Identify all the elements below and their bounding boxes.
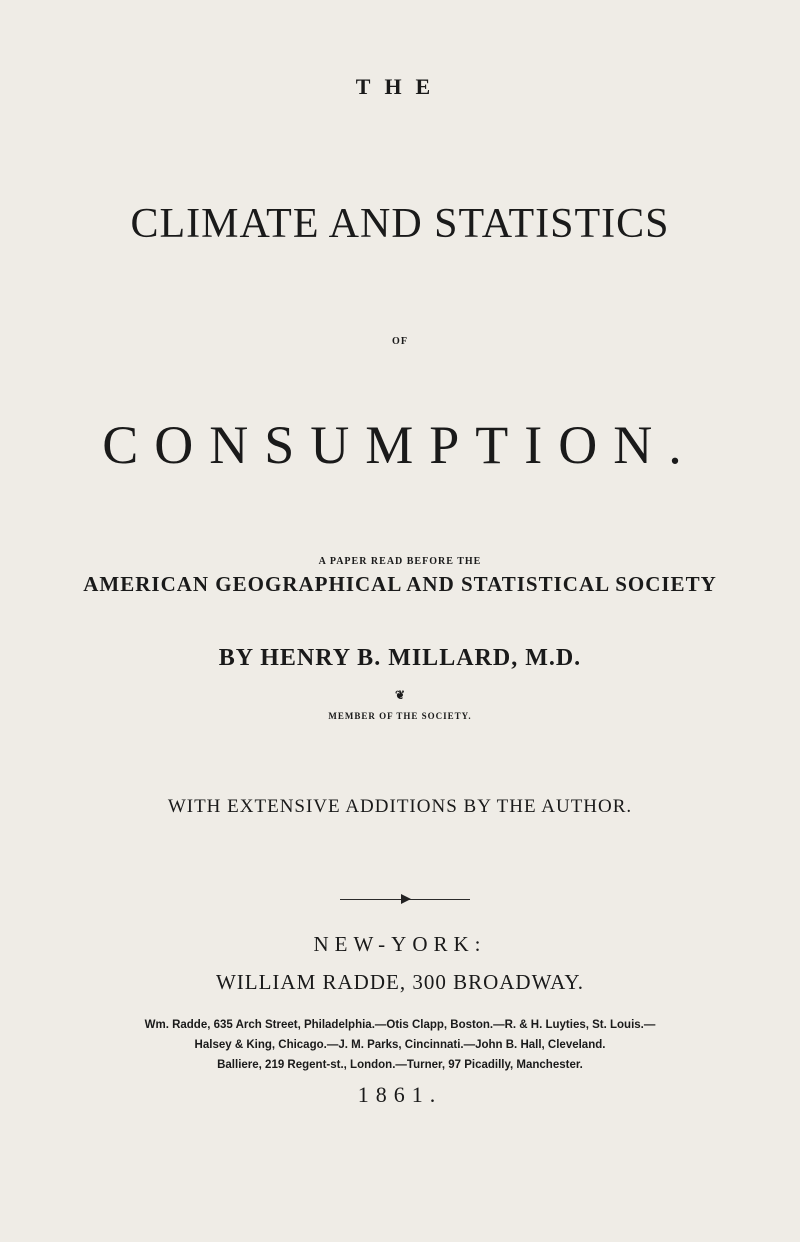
agents-line-3: Balliere, 219 Regent-st., London.—Turner, 97 Picadilly, Manchester. [217,1059,583,1071]
author-line: BY HENRY B. MILLARD, M.D. [218,645,582,671]
member-note: MEMBER OF THE SOCIETY. [328,711,472,721]
society-name: AMERICAN GEOGRAPHICAL AND STATISTICAL SOCIETY [83,572,717,596]
imprint-publisher: WILLIAM RADDE, 300 BROADWAY. [215,970,585,994]
additions-line: WITH EXTENSIVE ADDITIONS BY THE AUTHOR. [167,796,633,817]
agents-list [0,1015,800,1075]
paper-note: A PAPER READ BEFORE THE [318,556,482,567]
agents-line-1: Wm. Radde, 635 Arch Street, Philadelphia.—Otis Clapp, Boston.—R. & H. Luyties, St. Louis.— [144,1019,656,1031]
title-line-2: CONSUMPTION. [102,415,698,475]
imprint-city: NEW-YORK: [313,932,487,956]
imprint-year: 1861. [357,1082,443,1107]
title-of: OF [392,336,408,347]
ornament-icon: ❦ [394,688,406,702]
title-line-1: CLIMATE AND STATISTICS [130,201,670,247]
title-the: THE [355,74,445,99]
agents-line-2: Halsey & King, Chicago.—J. M. Parks, Cincinnati.—John B. Hall, Cleveland. [194,1039,606,1051]
divider-arrow-icon [401,894,411,904]
